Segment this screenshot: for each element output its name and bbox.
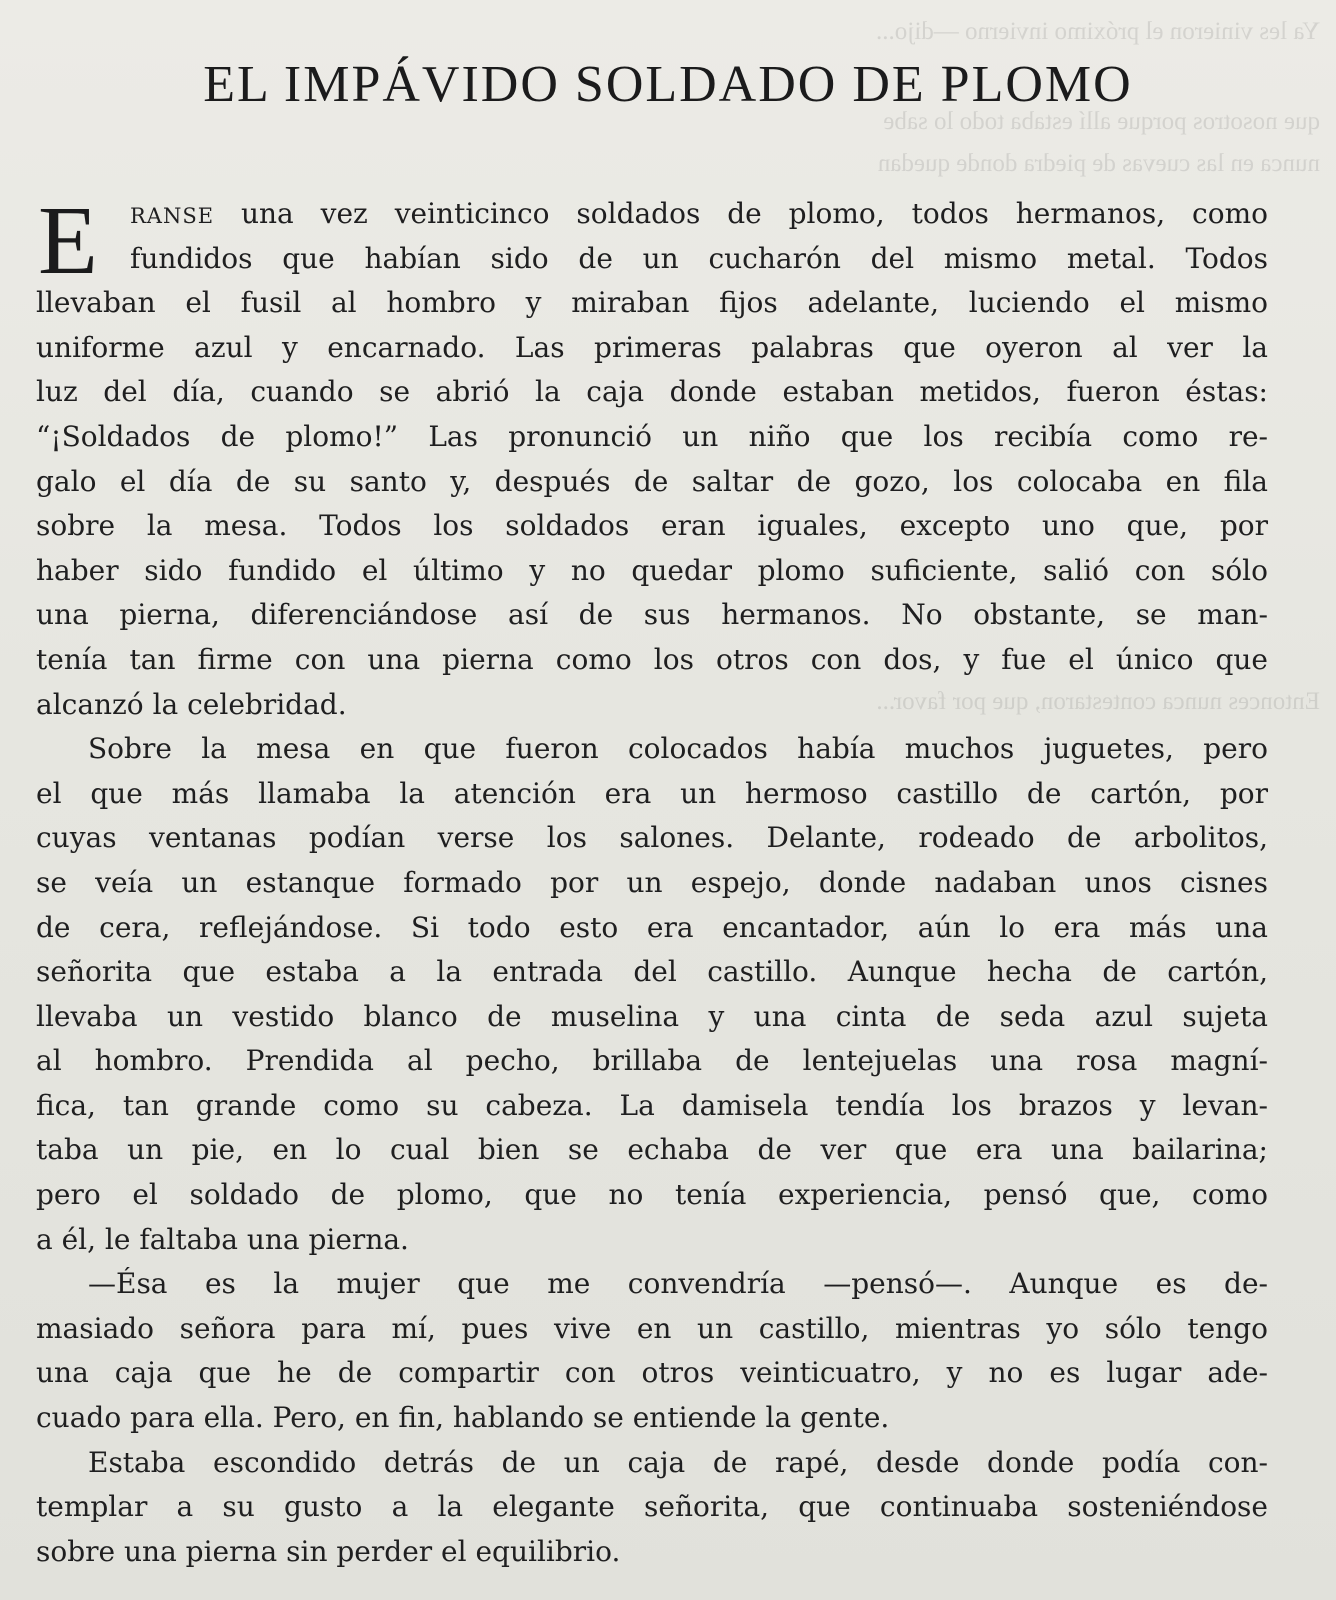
text-line: Sobre la mesa en que fueron colocados había muchos juguetes, pero	[88, 732, 1268, 766]
text-line: llevaba un vestido blanco de muselina y una cinta de seda azul sujeta	[36, 999, 1268, 1033]
page-title: EL IMPÁVIDO SOLDADO DE PLOMO	[203, 56, 1133, 113]
text-line: fica, tan grande como su cabeza. La damisela tendía los brazos y levan-	[36, 1088, 1268, 1122]
text-line: tenía tan firme con una pierna como los otros con dos, y fue el único que	[36, 642, 1268, 676]
text-line: —Ésa es la mujer que me convendría —pensó—. Aunque es de-	[88, 1267, 1268, 1301]
text-line: sobre una pierna sin perder el equilibrio.	[36, 1534, 621, 1568]
text-line: a él, le faltaba una pierna.	[36, 1222, 409, 1256]
text-line: el que más llamaba la atención era un hermoso castillo de cartón, por	[36, 776, 1268, 810]
text-line: “¡Soldados de plomo!” Las pronunció un niño que los recibía como re-	[36, 419, 1268, 453]
text-line: sobre la mesa. Todos los soldados eran iguales, excepto uno que, por	[36, 509, 1268, 543]
text-line: pero el soldado de plomo, que no tenía experiencia, pensó que, como	[36, 1178, 1268, 1212]
text-line-content: una vez veinticinco soldados de plomo, todos hermanos, como	[214, 197, 1268, 230]
text-line: una pierna, diferenciándose así de sus hermanos. No obstante, se man-	[36, 598, 1268, 632]
text-line: uniforme azul y encarnado. Las primeras palabras que oyeron al ver la	[36, 330, 1268, 364]
text-line: fundidos que habían sido de un cucharón del mismo metal. Todos	[130, 241, 1268, 275]
first-word-smallcaps: RANSE	[130, 204, 215, 228]
text-line: luz del día, cuando se abrió la caja donde estaban metidos, fueron éstas:	[36, 375, 1268, 409]
text-line: una caja que he de compartir con otros veinticuatro, y no es lugar ade-	[36, 1356, 1268, 1390]
text-line: Estaba escondido detrás de un caja de rapé, desde donde podía con-	[88, 1445, 1268, 1479]
text-line: masiado señora para mí, pues vive en un castillo, mientras yo sólo tengo	[36, 1311, 1268, 1345]
body-text	[36, 187, 1268, 1574]
bleed-line: Ya les vinieron el próximo invierno —dijo...	[876, 18, 1320, 45]
bleed-line: que nosotros porque allí estaba todo lo sabe	[883, 108, 1320, 135]
drop-cap: E	[38, 187, 98, 295]
text-line	[36, 192, 1268, 237]
text-line: alcanzó la celebridad.	[36, 687, 347, 721]
bleed-line: nunca en las cuevas de piedra donde quedan	[877, 150, 1320, 177]
text-line: haber sido fundido el último y no quedar plomo suficiente, salió con sólo	[36, 553, 1268, 587]
text-line: galo el día de su santo y, después de saltar de gozo, los colocaba en fila	[36, 464, 1268, 498]
text-line: templar a su gusto a la elegante señorita, que continuaba sosteniéndose	[36, 1490, 1268, 1524]
text-line: señorita que estaba a la entrada del castillo. Aunque hecha de cartón,	[36, 955, 1268, 989]
text-line: de cera, reflejándose. Si todo esto era encantador, aún lo era más una	[36, 910, 1268, 944]
text-line: taba un pie, en lo cual bien se echaba de ver que era una bailarina;	[36, 1133, 1268, 1167]
text-line: llevaban el fusil al hombro y miraban fijos adelante, luciendo el mismo	[36, 286, 1268, 320]
text-line: cuyas ventanas podían verse los salones. Delante, rodeado de arbolitos,	[36, 821, 1268, 855]
text-line: se veía un estanque formado por un espejo, donde nadaban unos cisnes	[36, 865, 1268, 899]
bleed-line: Entonces nunca contestaron, que por favor...	[876, 688, 1320, 715]
text-line: al hombro. Prendida al pecho, brillaba de lentejuelas una rosa magní-	[36, 1044, 1268, 1078]
text-line: cuado para ella. Pero, en fin, hablando se entiende la gente.	[36, 1401, 890, 1435]
